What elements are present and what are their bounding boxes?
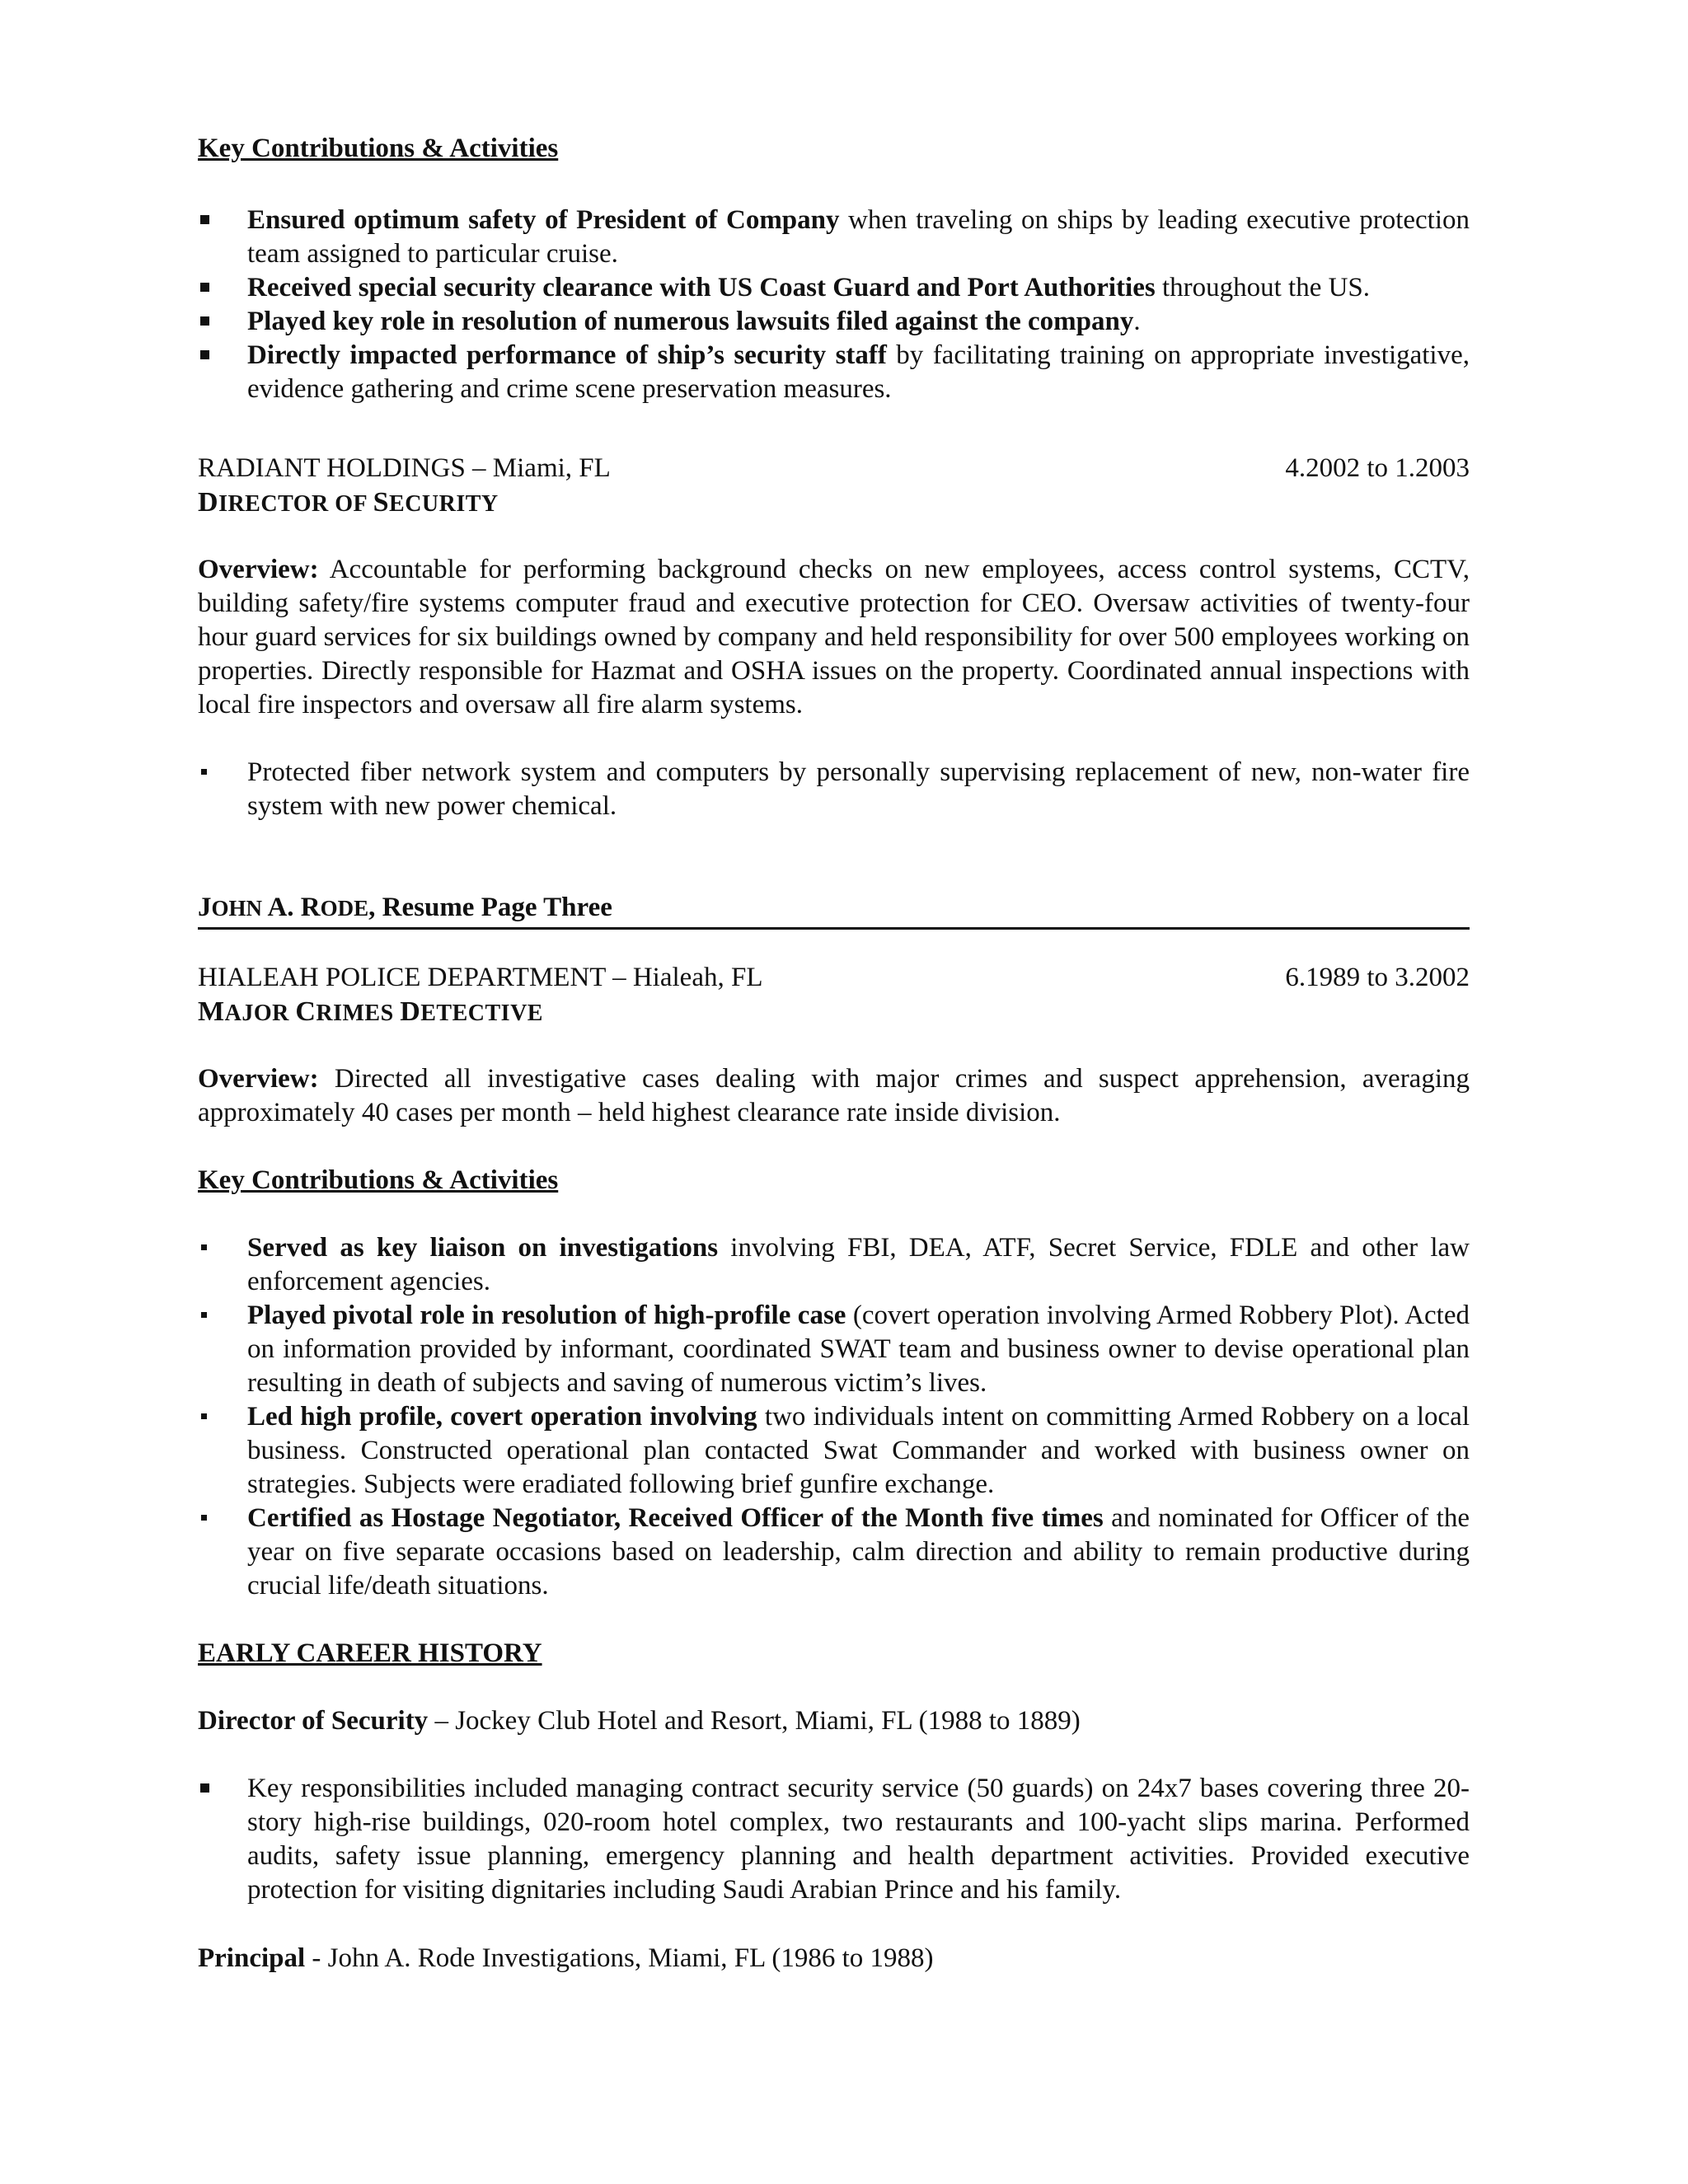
job-title-radiant: DIRECTOR OF SECURITY: [198, 487, 499, 518]
employer: RADIANT HOLDINGS – Miami, FL: [198, 453, 611, 483]
list-item: Led high profile, covert operation involving two individuals intent on committing Armed Robbery on a local business. Constructed operational plan contacted Swat Commander and worked with business owner on strategies. Subjects were eradiated following brief gunfire exchange.: [198, 1400, 1470, 1502]
hialeah-bullets: [198, 1231, 1470, 1603]
radiant-bullets: [198, 756, 1470, 823]
list-item: Protected fiber network system and computers by personally supervising replacement of new, non-water fire system with new power chemical.: [198, 756, 1470, 823]
early-career-heading: EARLY CAREER HISTORY: [198, 1638, 542, 1668]
list-item: Directly impacted performance of ship’s security staff by facilitating training on appropriate investigative, evidence gathering and crime scene preservation measures.: [198, 339, 1470, 406]
page-header-name: JOHN A. RODE, Resume Page Three: [198, 893, 612, 922]
overview-hialeah: Overview: Directed all investigative cases dealing with major crimes and suspect apprehension, averaging approximately 40 cases per month – held highest clearance rate inside division.: [198, 1064, 1470, 1127]
list-item: Certified as Hostage Negotiator, Received Officer of the Month five times and nominated for Officer of the year on five separate occasions based on leadership, calm direction and ability to remain productive during crucial life/death situations.: [198, 1502, 1470, 1603]
job-header-radiant: [198, 452, 1474, 485]
list-item: Played key role in resolution of numerous lawsuits filed against the company.: [198, 305, 1470, 339]
list-item: Ensured optimum safety of President of Company when traveling on ships by leading executive protection team assigned to particular cruise.: [198, 204, 1470, 271]
employer: HIALEAH POLICE DEPARTMENT – Hialeah, FL: [198, 963, 763, 992]
job-header-hialeah: [198, 961, 1474, 995]
job-dates: 6.1989 to 3.2002: [1285, 963, 1470, 992]
list-item: Played pivotal role in resolution of high-profile case (covert operation involving Armed Robbery Plot). Acted on information provided by informant, coordinated SWAT team and business owner to devise operational plan resulting in death of subjects and saving of numerous victim’s lives.: [198, 1299, 1470, 1400]
job-dates: 4.2002 to 1.2003: [1285, 453, 1470, 483]
early-role-director-bullets: [198, 1772, 1470, 1907]
page-header: [198, 891, 1470, 930]
key-contributions-heading: Key Contributions & Activities: [198, 134, 559, 163]
early-role-principal: Principal - John A. Rode Investigations, Miami, FL (1986 to 1988): [198, 1943, 934, 1973]
list-item: Served as key liaison on investigations involving FBI, DEA, ATF, Secret Service, FDLE and other law enforcement agencies.: [198, 1231, 1470, 1299]
list-item: Received special security clearance with US Coast Guard and Port Authorities throughout the US.: [198, 271, 1470, 305]
overview-radiant: Overview: Accountable for performing background checks on new employees, access control systems, CCTV, building safety/fire systems computer fraud and executive protection for CEO. Oversaw activities of twenty-four hour guard services for six buildings owned by company and held responsibility for over 500 employees working on properties. Directly responsible for Hazmat and OSHA issues on the property. Coordinated annual inspections with local fire inspectors and oversaw all fire alarm systems.: [198, 555, 1470, 719]
early-role-director: Director of Security – Jockey Club Hotel and Resort, Miami, FL (1988 to 1889): [198, 1706, 1081, 1736]
job-title-hialeah: MAJOR CRIMES DETECTIVE: [198, 996, 543, 1027]
list-item: Key responsibilities included managing contract security service (50 guards) on 24x7 bases covering three 20-story high-rise buildings, 020-room hotel complex, two restaurants and 100-yacht slips marina. Performed audits, safety issue planning, emergency planning and health department activities. Provided executive protection for visiting dignitaries including Saudi Arabian Prince and his family.: [198, 1772, 1470, 1907]
hialeah-contributions-heading: Key Contributions & Activities: [198, 1165, 559, 1195]
key-contributions-list: [198, 204, 1470, 406]
